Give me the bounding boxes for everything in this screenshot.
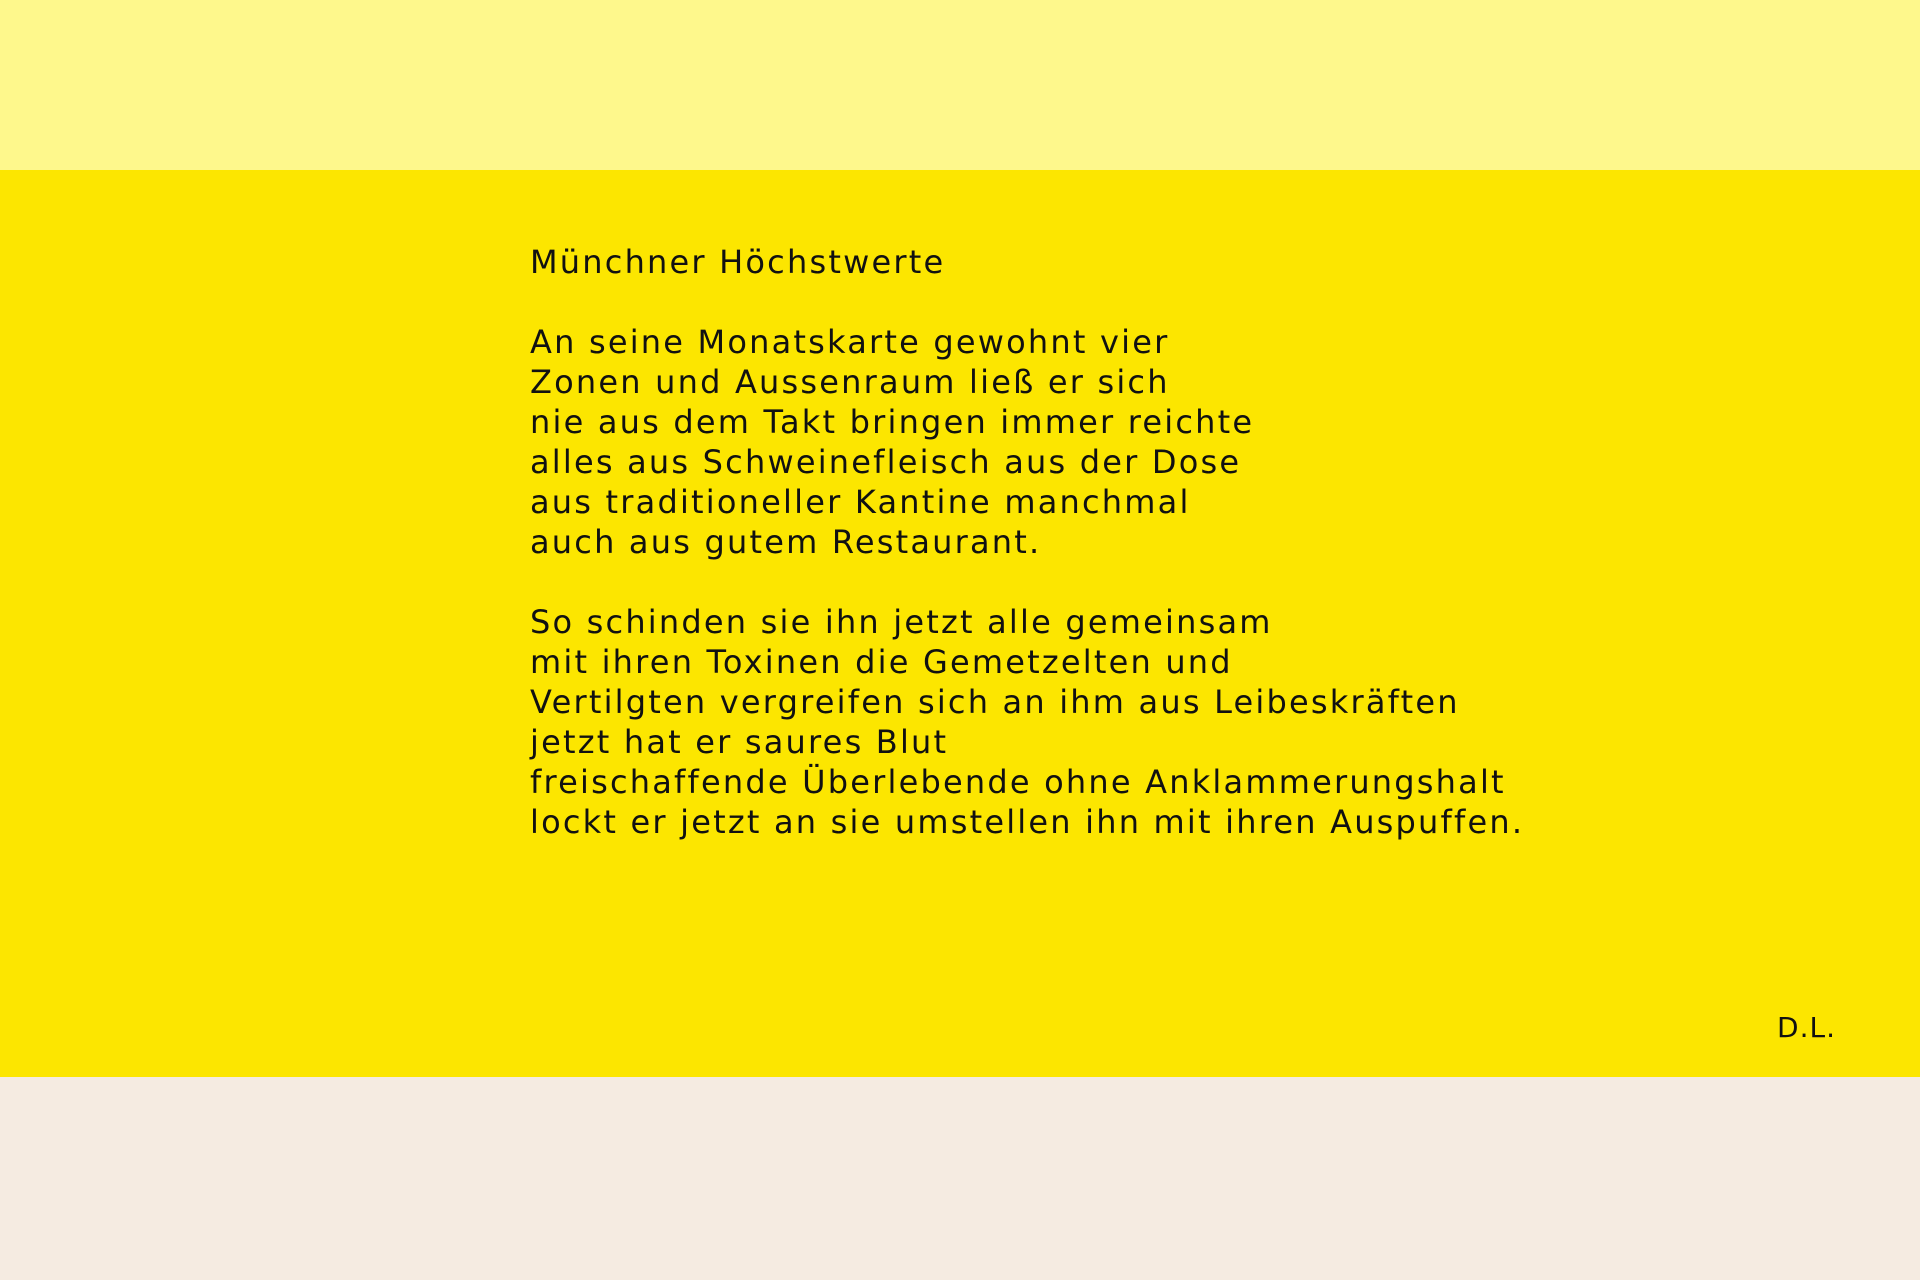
poem-stanza-2 [530,602,1630,842]
poem-line: jetzt hat er saures Blut [530,723,949,761]
bottom-color-band [0,1077,1920,1280]
poem-line: So schinden sie ihn jetzt alle gemeinsam [530,603,1273,641]
top-color-band [0,0,1920,170]
poem-line: alles aus Schweinefleisch aus der Dose [530,443,1242,481]
poem-line: freischaffende Überlebende ohne Anklammerungshalt [530,763,1506,801]
poem-line: auch aus gutem Restaurant. [530,523,1042,561]
poem-line: Vertilgten vergreifen sich an ihm aus Leibeskräften [530,683,1460,721]
poem [530,242,1630,842]
poem-line: aus traditioneller Kantine manchmal [530,483,1191,521]
poem-line: mit ihren Toxinen die Gemetzelten und [530,643,1233,681]
author-signature: D.L. [1777,1011,1836,1044]
poem-line: Zonen und Aussenraum ließ er sich [530,363,1170,401]
poem-stanza-1 [530,322,1630,562]
poem-line: lockt er jetzt an sie umstellen ihn mit ihren Auspuffen. [530,803,1525,841]
poem-line: An seine Monatskarte gewohnt vier [530,323,1170,361]
poem-title: Münchner Höchstwerte [530,243,946,281]
poem-line: nie aus dem Takt bringen immer reichte [530,403,1255,441]
